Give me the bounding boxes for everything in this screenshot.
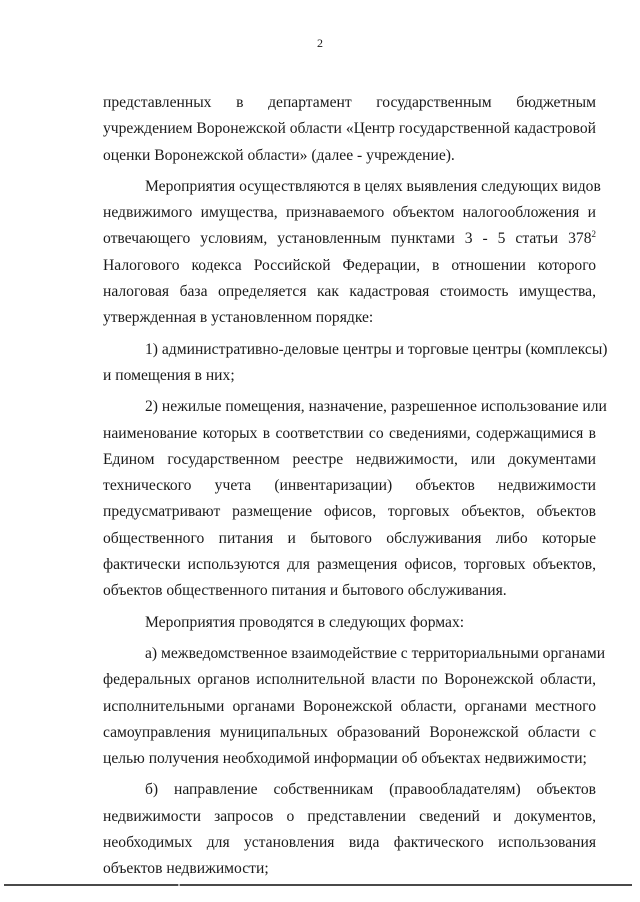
text-line-content: представленных в департамент государственным бюджетным bbox=[103, 94, 596, 111]
text-line bbox=[103, 447, 596, 473]
page-number: 2 bbox=[317, 36, 323, 50]
page-bottom-edge bbox=[4, 884, 632, 886]
text-line bbox=[103, 253, 596, 279]
text-line-content: самоуправления муниципальных образований Воронежской области с bbox=[103, 723, 596, 741]
superscript: 2 bbox=[591, 229, 596, 240]
text-line-content: Мероприятия осуществляются в целях выявления следующих видов bbox=[145, 177, 601, 195]
text-line-content: необходимых для установления вида фактического использования bbox=[103, 834, 596, 852]
text-line-content: утвержденная в установленном порядке: bbox=[103, 309, 374, 327]
text-line bbox=[103, 421, 596, 447]
text-line bbox=[103, 578, 596, 604]
text-line bbox=[103, 305, 596, 331]
text-line-content: 2) нежилые помещения, назначение, разрешенное использование или bbox=[145, 398, 607, 416]
text-line-content: федеральных органов исполнительной власти по Воронежской области, bbox=[103, 671, 596, 689]
text-line-content: налоговая база определяется как кадастровая стоимость имущества, bbox=[103, 283, 596, 301]
text-line-content: предусматривают размещение офисов, торговых объектов, объектов bbox=[103, 503, 596, 521]
scan-artifact bbox=[178, 884, 180, 886]
text-line bbox=[103, 174, 601, 200]
text-line-content: и помещения в них; bbox=[103, 366, 235, 384]
text-line-content: целью получения необходимой информации об объектах недвижимости; bbox=[103, 750, 587, 768]
text-line-content: фактически используются для размещения офисов, торговых объектов, bbox=[103, 556, 596, 574]
text-line bbox=[103, 226, 596, 252]
text-line bbox=[103, 777, 596, 803]
text-line-content: недвижимости запросов о представлении сведений и документов, bbox=[103, 807, 596, 825]
text-line bbox=[103, 746, 596, 772]
text-line bbox=[103, 337, 608, 363]
text-line-content: 1) административно-деловые центры и торговые центры (комплексы) bbox=[145, 340, 608, 358]
text-line-content: Налогового кодекса Российской Федерации, в отношении которого bbox=[103, 256, 596, 274]
text-line bbox=[103, 526, 596, 552]
text-line bbox=[103, 830, 596, 856]
text-line bbox=[103, 720, 596, 746]
text-line bbox=[103, 804, 596, 830]
text-line bbox=[103, 499, 596, 525]
text-line-content: б) направление собственникам (правообладателям) объектов bbox=[145, 781, 596, 799]
text-line bbox=[103, 394, 607, 420]
text-line bbox=[103, 552, 596, 578]
text-line-content: объектов общественного питания и бытового обслуживания. bbox=[103, 582, 507, 600]
text-line bbox=[103, 667, 596, 693]
text-line-content: наименование которых в соответствии со сведениями, содержащимися в bbox=[103, 424, 596, 442]
text-line-content: а) межведомственное взаимодействие с территориальными органами bbox=[145, 644, 606, 662]
text-line bbox=[103, 200, 596, 226]
text-line-content: Мероприятия проводятся в следующих формах: bbox=[145, 613, 465, 631]
text-line-content: исполнительными органами Воронежской области, органами местного bbox=[103, 697, 596, 715]
text-line-content: общественного питания и бытового обслуживания либо которые bbox=[103, 529, 596, 547]
text-line bbox=[103, 856, 596, 882]
text-line bbox=[103, 610, 596, 636]
text-line bbox=[103, 473, 596, 499]
text-line bbox=[103, 694, 596, 720]
text-line bbox=[103, 641, 606, 667]
text-line-content: объектов недвижимости; bbox=[103, 860, 269, 878]
text-line bbox=[103, 90, 596, 116]
text-line-content: отвечающего условиям, установленным пунктами 3 - 5 статьи 378 bbox=[103, 230, 592, 248]
text-line-content: недвижимого имущества, признаваемого объектом налогообложения и bbox=[103, 204, 596, 222]
text-line-content: оценки Воронежской области» (далее - учреждение). bbox=[103, 146, 455, 164]
document-body bbox=[103, 90, 608, 883]
text-line bbox=[103, 143, 596, 169]
text-line bbox=[103, 279, 596, 305]
text-line-content: технического учета (инвентаризации) объектов недвижимости bbox=[103, 477, 596, 495]
text-line-content: учреждением Воронежской области «Центр государственной кадастровой bbox=[103, 120, 596, 138]
text-line bbox=[103, 116, 596, 142]
text-line bbox=[103, 363, 596, 389]
text-line-content: Едином государственном реестре недвижимости, или документами bbox=[103, 450, 596, 468]
